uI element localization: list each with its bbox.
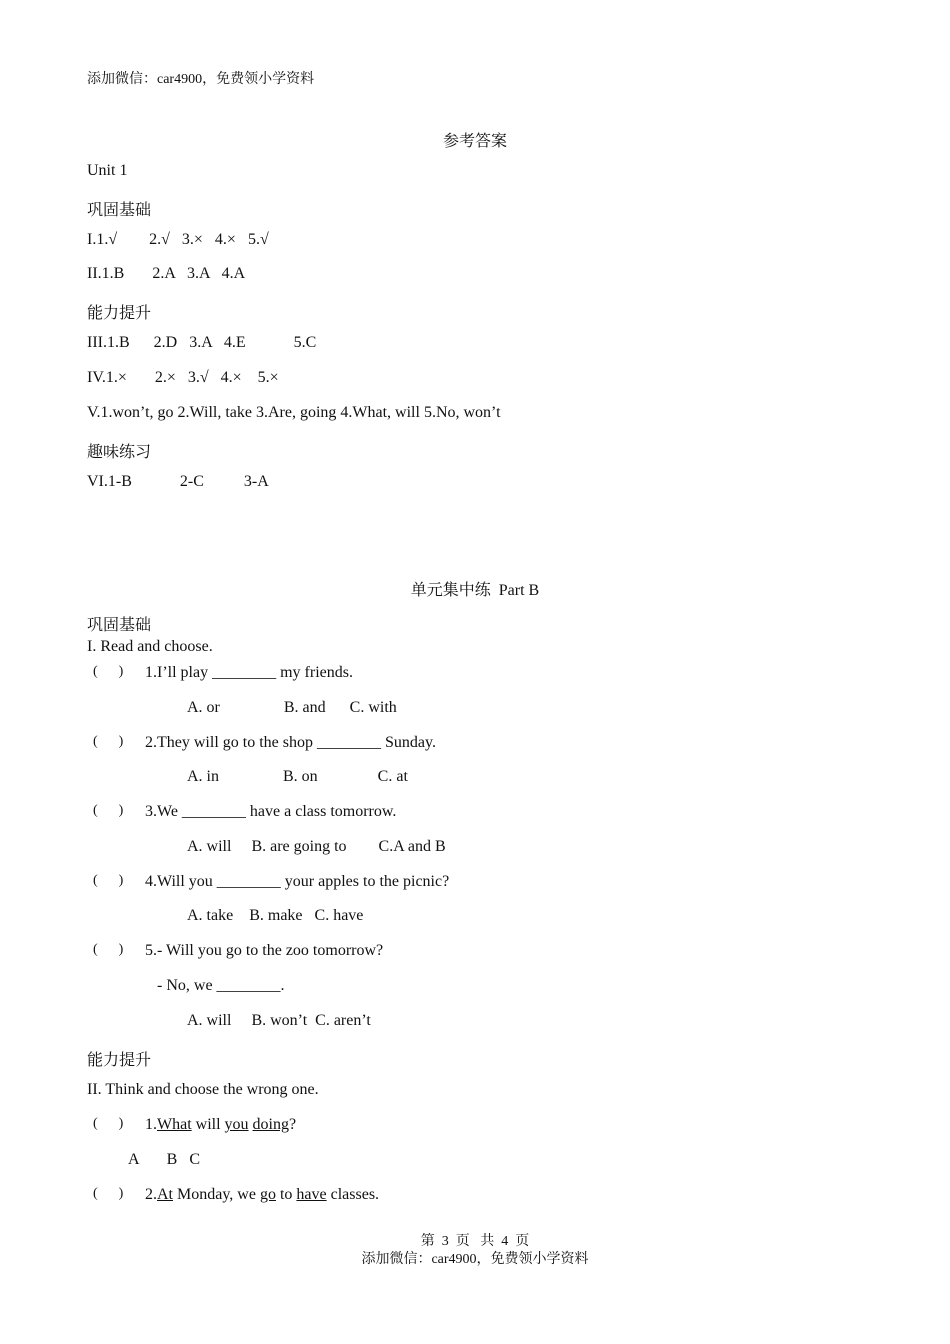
question-number: 1. (145, 1116, 157, 1133)
section-heading: 趣味练习 (87, 444, 152, 461)
question-options: A. will B. won’t C. aren’t (187, 1012, 371, 1029)
question-span: will (191, 1116, 225, 1133)
question-text (145, 1186, 379, 1204)
answer-paren: ( ) (93, 803, 124, 818)
question-reply: - No, we ________. (157, 977, 285, 994)
header-note: 添加微信：car4900，免费领小学资料 (87, 72, 315, 87)
section-heading: 巩固基础 (87, 202, 152, 219)
answer-paren: ( ) (93, 664, 124, 679)
question-options: A. or B. and C. with (187, 699, 397, 716)
question-options: A. will B. are going to C.A and B (187, 838, 446, 855)
answer-row: I.1.√ 2.√ 3.× 4.× 5.√ (87, 231, 269, 248)
part-title: I. Read and choose. (87, 638, 213, 655)
question-span: to (275, 1186, 297, 1203)
question-text: 1.I’ll play ________ my friends. (145, 664, 353, 681)
question-span: classes. (326, 1186, 380, 1203)
question-text: 4.Will you ________ your apples to the picnic? (145, 873, 450, 890)
answer-row: V.1.won’t, go 2.Will, take 3.Are, going 4.What, will 5.No, won’t (87, 404, 501, 421)
underlined-option-a: At (157, 1186, 173, 1203)
answer-row: VI.1-B 2-C 3-A (87, 473, 269, 490)
answer-paren: ( ) (93, 1116, 124, 1131)
part-title: II. Think and choose the wrong one. (87, 1081, 319, 1098)
practice-title: 单元集中练 Part B (410, 582, 540, 599)
question-number: 2. (145, 1186, 157, 1203)
answer-row: II.1.B 2.A 3.A 4.A (87, 265, 246, 282)
answer-row: IV.1.× 2.× 3.√ 4.× 5.× (87, 369, 279, 386)
answer-paren: ( ) (93, 942, 124, 957)
unit-label: Unit 1 (87, 162, 128, 179)
question-text (145, 1116, 296, 1134)
underlined-option-c: doing (252, 1116, 289, 1133)
underlined-option-b: go (259, 1186, 276, 1203)
underlined-option-a: What (157, 1116, 192, 1133)
section-heading: 能力提升 (87, 1052, 152, 1069)
answer-paren: ( ) (93, 1186, 124, 1201)
answers-title: 参考答案 (442, 133, 507, 150)
section-heading: 能力提升 (87, 305, 152, 322)
question-options: A. take B. make C. have (187, 907, 364, 924)
footer-note: 添加微信：car4900，免费领小学资料 (361, 1252, 589, 1267)
underlined-option-c: have (296, 1186, 327, 1203)
question-text: 2.They will go to the shop ________ Sunday. (145, 734, 436, 751)
question-text: 5.- Will you go to the zoo tomorrow? (145, 942, 384, 959)
question-options: A. in B. on C. at (187, 768, 408, 785)
question-text: 3.We ________ have a class tomorrow. (145, 803, 397, 820)
answer-paren: ( ) (93, 873, 124, 888)
page-number: 第 3 页 共 4 页 (420, 1234, 530, 1249)
section-heading: 巩固基础 (87, 617, 152, 634)
answer-paren: ( ) (93, 734, 124, 749)
option-labels: A B C (128, 1151, 201, 1168)
underlined-option-b: you (224, 1116, 249, 1133)
question-span: ? (289, 1116, 297, 1133)
question-span: Monday, we (173, 1186, 260, 1203)
answer-row: III.1.B 2.D 3.A 4.E 5.C (87, 334, 317, 351)
